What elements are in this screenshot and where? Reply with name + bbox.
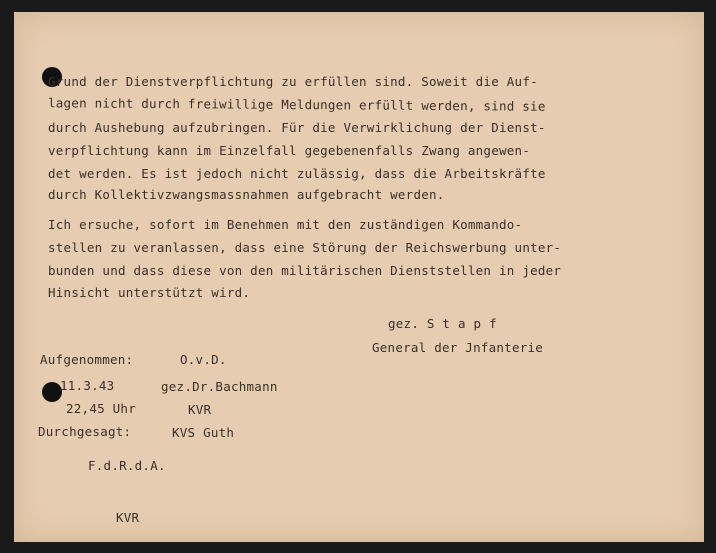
punch-hole-bottom — [42, 382, 62, 402]
transmitted-value: KVS Guth — [172, 425, 235, 440]
paragraph2-line: bunden und dass diese von den militärischen Dienststellen in jeder — [48, 263, 562, 278]
signature-name: gez. S t a p f — [388, 316, 497, 331]
received-signature: gez.Dr.Bachmann — [161, 379, 278, 394]
received-date: 11.3.43 — [60, 378, 115, 393]
fdr-note: F.d.R.d.A. — [88, 458, 166, 473]
paragraph2-line: Ich ersuche, sofort im Benehmen mit den zuständigen Kommando- — [48, 217, 523, 232]
received-time: 22,45 Uhr — [66, 401, 136, 416]
document-page — [14, 12, 704, 542]
received-code: KVR — [188, 402, 212, 417]
signature-rank: General der Jnfanterie — [372, 340, 544, 355]
paragraph1-line: det werden. Es ist jedoch nicht zulässig, dass die Arbeitskräfte — [48, 166, 546, 181]
received-label: Aufgenommen: — [40, 352, 134, 367]
paragraph1-line: lagen nicht durch freiwillige Meldungen erfüllt werden, sind sie — [47, 95, 546, 114]
paragraph2-line: Hinsicht unterstützt wird. — [48, 285, 251, 300]
paragraph1-line: Grund der Dienstverpflichtung zu erfüllen sind. Soweit die Auf- — [48, 74, 538, 89]
received-value: O.v.D. — [180, 352, 227, 367]
paragraph1-line: durch Kollektivzwangsmassnahmen aufgebracht werden. — [48, 187, 445, 202]
paragraph2-line: stellen zu veranlassen, dass eine Störung der Reichswerbung unter- — [48, 240, 562, 255]
paragraph1-line: verpflichtung kann im Einzelfall gegebenenfalls Zwang angewen- — [48, 143, 531, 158]
footer-code: KVR — [116, 510, 140, 525]
paragraph1-line: durch Aushebung aufzubringen. Für die Verwirklichung der Dienst- — [48, 120, 546, 135]
transmitted-label: Durchgesagt: — [38, 424, 132, 439]
